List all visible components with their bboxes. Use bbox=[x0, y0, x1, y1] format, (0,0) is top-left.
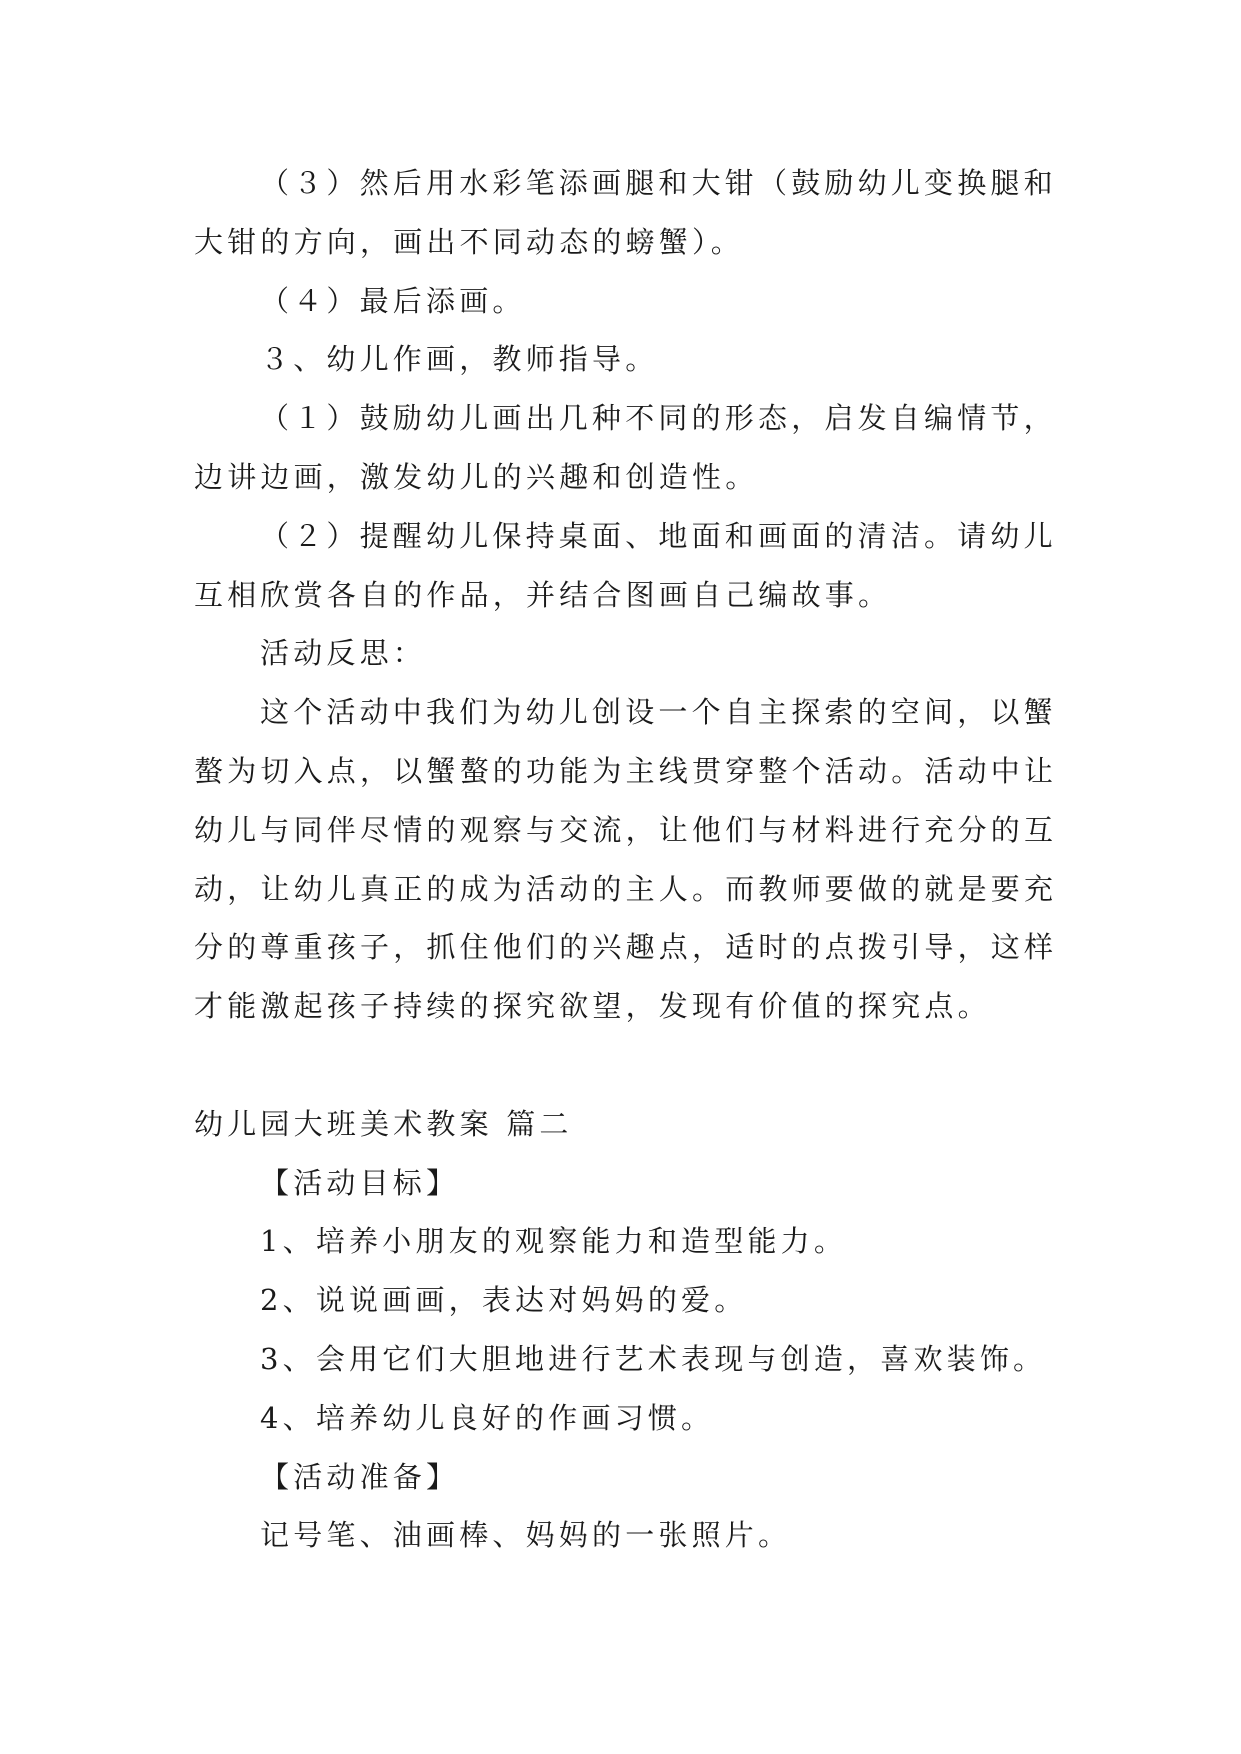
goal-item: 4、培养幼儿良好的作画习惯。 bbox=[260, 1400, 715, 1435]
body-text-line: （３）然后用水彩笔添画腿和大钳（鼓励幼儿变换腿和 bbox=[260, 166, 1057, 200]
body-text-line: 活动反思： bbox=[260, 636, 427, 671]
reflection-paragraph bbox=[194, 683, 1094, 1036]
goal-item: 3、会用它们大胆地进行艺术表现与创造，喜欢装饰。 bbox=[260, 1341, 1047, 1376]
section-title: 幼儿园大班美术教案 篇二 bbox=[194, 1106, 573, 1141]
body-text-line: 才能激起孩子持续的探究欲望，发现有价值的探究点。 bbox=[194, 989, 991, 1024]
paragraph-guidance-1 bbox=[194, 389, 1094, 507]
body-text-line: （２）提醒幼儿保持桌面、地面和画面的清洁。请幼儿 bbox=[260, 518, 1057, 553]
body-text-line: 螯为切入点，以蟹螯的功能为主线贯穿整个活动。活动中让 bbox=[194, 753, 1058, 788]
goals-section bbox=[194, 1154, 1094, 1448]
body-text-line: 动，让幼儿真正的成为活动的主人。而教师要做的就是要充 bbox=[194, 871, 1058, 906]
body-text-line: 这个活动中我们为幼儿创设一个自主探索的空间，以蟹 bbox=[260, 695, 1057, 730]
reflection-heading bbox=[194, 624, 1094, 683]
body-text-line: 边讲边画，激发幼儿的兴趣和创造性。 bbox=[194, 459, 759, 494]
body-text-line: 互相欣赏各自的作品，并结合图画自己编故事。 bbox=[194, 577, 892, 612]
section-title-block bbox=[194, 1095, 1094, 1154]
section-spacer bbox=[194, 1036, 1094, 1095]
paragraph-step-3 bbox=[194, 154, 1094, 272]
body-text-line: ３、幼儿作画，教师指导。 bbox=[260, 342, 659, 377]
body-text-line: 分的尊重孩子，抓住他们的兴趣点，适时的点拨引导，这样 bbox=[194, 930, 1058, 965]
goal-item: 1、培养小朋友的观察能力和造型能力。 bbox=[260, 1224, 848, 1259]
paragraph-step-4 bbox=[194, 272, 1094, 331]
paragraph-guidance-2 bbox=[194, 507, 1094, 625]
preparation-heading: 【活动准备】 bbox=[260, 1459, 460, 1494]
preparation-item: 记号笔、油画棒、妈妈的一张照片。 bbox=[260, 1518, 792, 1553]
goals-heading: 【活动目标】 bbox=[260, 1165, 460, 1200]
preparation-section bbox=[194, 1448, 1094, 1566]
body-text-line: （４）最后添画。 bbox=[260, 283, 526, 318]
paragraph-section-3 bbox=[194, 330, 1094, 389]
body-text-line: 大钳的方向，画出不同动态的螃蟹）。 bbox=[194, 224, 744, 259]
body-text-line: （１）鼓励幼儿画出几种不同的形态，启发自编情节， bbox=[260, 401, 1057, 436]
goal-item: 2、说说画画，表达对妈妈的爱。 bbox=[260, 1283, 748, 1318]
body-text-line: 幼儿与同伴尽情的观察与交流，让他们与材料进行充分的互 bbox=[194, 812, 1058, 847]
document-body bbox=[194, 154, 1094, 1565]
